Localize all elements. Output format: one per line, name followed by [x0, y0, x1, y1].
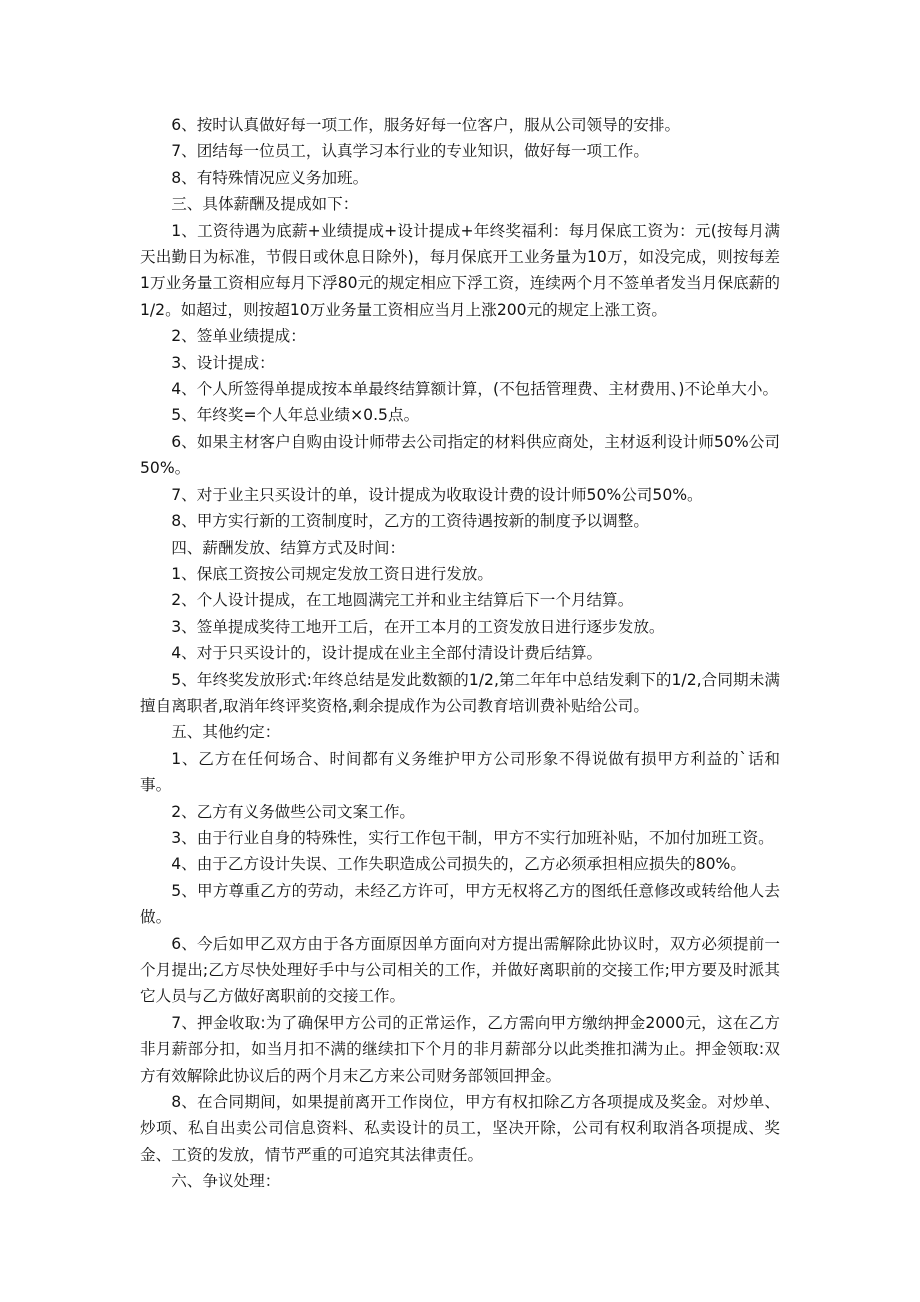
- section-heading-6: 六、争议处理：: [171, 1172, 281, 1191]
- paragraph-item-6: 6、按时认真做好每一项工作，服务好每一位客户，服从公司领导的安排。: [171, 116, 681, 134]
- paragraph-payment-5: 5、年终奖发放形式:年终总结是发此数额的1/2,第二年年中总结发剩下的1/2,合同期未满擅自离职者,取消年终评奖资格,剩余提成作为公司教育培训费补贴给公司。: [140, 670, 780, 715]
- paragraph-item-8: 8、有特殊情况应义务加班。: [171, 168, 369, 187]
- section-heading-4: 四、薪酬发放、结算方式及时间：: [171, 538, 406, 557]
- paragraph-payment-1: 1、保底工资按公司规定发放工资日进行发放。: [171, 564, 493, 583]
- paragraph-salary-3: 3、设计提成：: [171, 353, 275, 372]
- paragraph-salary-5: 5、年终奖=个人年总业绩×0.5点。: [171, 406, 420, 425]
- paragraph-salary-1: 1、工资待遇为底薪+业绩提成+设计提成+年终奖福利：每月保底工资为：元(按每月满天出勤日为标准，节假日或休息日除外)，每月保底开工业务量为10万，如没完成，则按每差1万业务量工资相应每月下浮80元的规定相应下浮工资，连续两个月不签单者发当月保底薪的1/2。如超过，则按超10万业务量工资相应当月上涨200元的规定上涨工资。: [140, 221, 780, 319]
- paragraph-other-6: 6、今后如甲乙双方由于各方面原因单方面向对方提出需解除此协议时，双方必须提前一个月提出;乙方尽快处理好手中与公司相关的工作，并做好离职前的交接工作;甲方要及时派其它人员与乙方做好离职前的交接工作。: [140, 934, 780, 1006]
- paragraph-salary-6: 6、如果主材客户自购由设计师带去公司指定的材料供应商处，主材返利设计师50%公司50%。: [140, 432, 780, 478]
- paragraph-other-7: 7、押金收取:为了确保甲方公司的正常运作，乙方需向甲方缴纳押金2000元，这在乙方非月薪部分扣，如当月扣不满的继续扣下个月的非月薪部分以此类推扣满为止。押金领取:双方有效解除此协议后的两个月末乙方来公司财务部领回押金。: [140, 1013, 780, 1085]
- paragraph-salary-2: 2、签单业绩提成：: [171, 327, 306, 346]
- paragraph-salary-8: 8、甲方实行新的工资制度时，乙方的工资待遇按新的制度予以调整。: [171, 512, 649, 531]
- paragraph-other-3: 3、由于行业自身的特殊性，实行工作包干制，甲方不实行加班补贴，不加付加班工资。: [171, 828, 774, 847]
- paragraph-payment-2: 2、个人设计提成，在工地圆满完工并和业主结算后下一个月结算。: [171, 591, 634, 610]
- paragraph-other-1: 1、乙方在任何场合、时间都有义务维护甲方公司形象不得说做有损甲方利益的`话和事。: [140, 749, 780, 795]
- paragraph-other-8: 8、在合同期间，如果提前离开工作岗位，甲方有权扣除乙方各项提成及奖金。对炒单、炒项、私自出卖公司信息资料、私卖设计的员工，坚决开除，公司有权利取消各项提成、奖金、工资的发放，情节严重的可追究其法律责任。: [140, 1093, 780, 1164]
- section-heading-5: 五、其他约定：: [171, 723, 281, 742]
- paragraph-salary-4: 4、个人所签得单提成按本单最终结算额计算，(不包括管理费、主材费用、)不论单大小。: [171, 380, 779, 399]
- paragraph-other-2: 2、乙方有义务做些公司文案工作。: [171, 802, 416, 821]
- paragraph-other-4: 4、由于乙方设计失误、工作失职造成公司损失的，乙方必须承担相应损失的80%。: [171, 855, 746, 874]
- section-heading-3: 三、具体薪酬及提成如下：: [171, 195, 359, 214]
- paragraph-item-7: 7、团结每一位员工，认真学习本行业的专业知识，做好每一项工作。: [171, 142, 649, 161]
- paragraph-payment-3: 3、签单提成奖待工地开工后，在开工本月的工资发放日进行逐步发放。: [171, 617, 665, 636]
- document-body: [140, 112, 780, 1195]
- paragraph-salary-7: 7、对于业主只买设计的单，设计提成为收取设计费的设计师50%公司50%。: [171, 485, 703, 504]
- paragraph-other-5: 5、甲方尊重乙方的劳动，未经乙方许可，甲方无权将乙方的图纸任意修改或转给他人去做。: [140, 881, 780, 927]
- paragraph-payment-4: 4、对于只买设计的，设计提成在业主全部付清设计费后结算。: [171, 644, 603, 663]
